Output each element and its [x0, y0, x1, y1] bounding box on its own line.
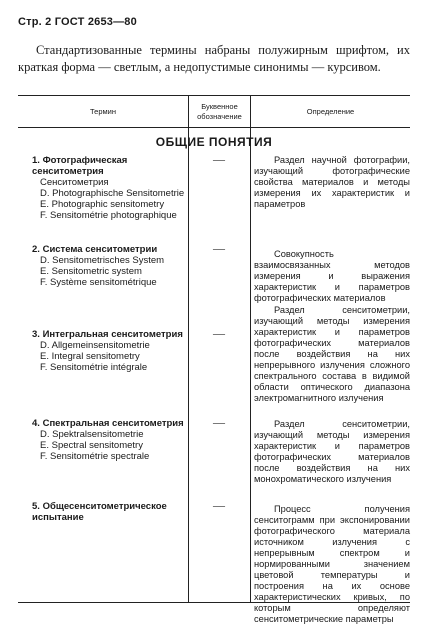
term-synonym: E. Photographic sensitometry: [40, 199, 165, 210]
column-divider: [250, 96, 251, 602]
term-synonym: D. Allgemeinsensitometrie: [40, 340, 150, 351]
term-cell: [32, 155, 190, 221]
term-synonym: D. Photographische Sensitometrie: [40, 188, 185, 199]
term-synonym: D. Spektralsensitometrie: [40, 429, 144, 440]
term-cell: [32, 329, 190, 373]
header-term: Термин: [90, 106, 116, 116]
letter-cell: —: [213, 326, 225, 340]
letter-cell: —: [213, 415, 225, 429]
section-title: ОБЩИЕ ПОНЯТИЯ: [155, 135, 273, 149]
term-name: Общесенситометрическое испытание: [32, 501, 167, 523]
definition-cell: Совокупность взаимосвязанных методов измерения и выражения характеристик и параметров фотографических материалов: [254, 249, 410, 303]
header-letter: Буквенное обозначение: [197, 101, 242, 121]
term-number: 5.: [32, 501, 40, 512]
definition-cell: Раздел сенситометрии, изучающий методы измерения характеристик и параметров фотографических материалов после воздействия на них монохроматического излучения: [254, 419, 410, 484]
term-synonym: E. Spectral sensitometry: [40, 440, 143, 451]
terms-table: [18, 95, 410, 624]
term-number: 2.: [32, 244, 40, 255]
term-synonym: F. Sensitométrie intégrale: [40, 362, 148, 373]
term-short: Сенситометрия: [40, 177, 109, 188]
term-number: 4.: [32, 418, 40, 429]
term-cell: [32, 501, 190, 523]
page-header: Стр. 2 ГОСТ 2653—80: [18, 16, 137, 28]
term-synonym: E. Integral sensitometry: [40, 351, 140, 362]
letter-cell: —: [213, 498, 225, 512]
term-name: Фотографическая сенситометрия: [32, 155, 128, 177]
term-number: 3.: [32, 329, 40, 340]
table-header: [18, 96, 410, 128]
term-cell: [32, 418, 190, 462]
definition-cell: Процесс получения сенситограмм при экспонировании фотографического материала источником излучения с непрерывным спектром и нормированными значением цветовой температуры и построения на их основе характеристических кривых, по которым определяют сенситометрические параметры: [254, 504, 410, 624]
term-name: Интегральная сенситометрия: [42, 329, 183, 340]
term-synonym: F. Sensitométrie photographique: [40, 210, 177, 221]
intro-text: Стандартизованные термины набраны полужирным шрифтом, их краткая форма — светлым, а недопустимые синонимы — курсивом.: [18, 43, 410, 74]
term-name: Система сенситометрии: [42, 244, 158, 255]
letter-cell: —: [213, 241, 225, 255]
term-synonym: E. Sensitometric system: [40, 266, 142, 277]
definition-cell: Раздел научной фотографии, изучающий фотографические свойства материалов и методы измерения их характеристик и параметров: [254, 155, 410, 209]
letter-cell: —: [213, 152, 225, 166]
term-synonym: D. Sensitometrisches System: [40, 255, 165, 266]
header-definition: Определение: [306, 106, 355, 116]
intro-paragraph: [18, 42, 410, 76]
term-name: Спектральная сенситометрия: [42, 418, 184, 429]
term-synonym: F. Sensitométrie spectrale: [40, 451, 150, 462]
definition-cell: Раздел сенситометрии, изучающий методы измерения характеристик и параметров фотографических материалов после воздействия на них непрерывного излучения сложного спектрального состава в видимой области оптического диапазона электромагнитного излучения: [254, 305, 410, 403]
term-synonym: F. Système sensitométrique: [40, 277, 157, 288]
term-number: 1.: [32, 155, 40, 166]
term-cell: [32, 244, 190, 288]
